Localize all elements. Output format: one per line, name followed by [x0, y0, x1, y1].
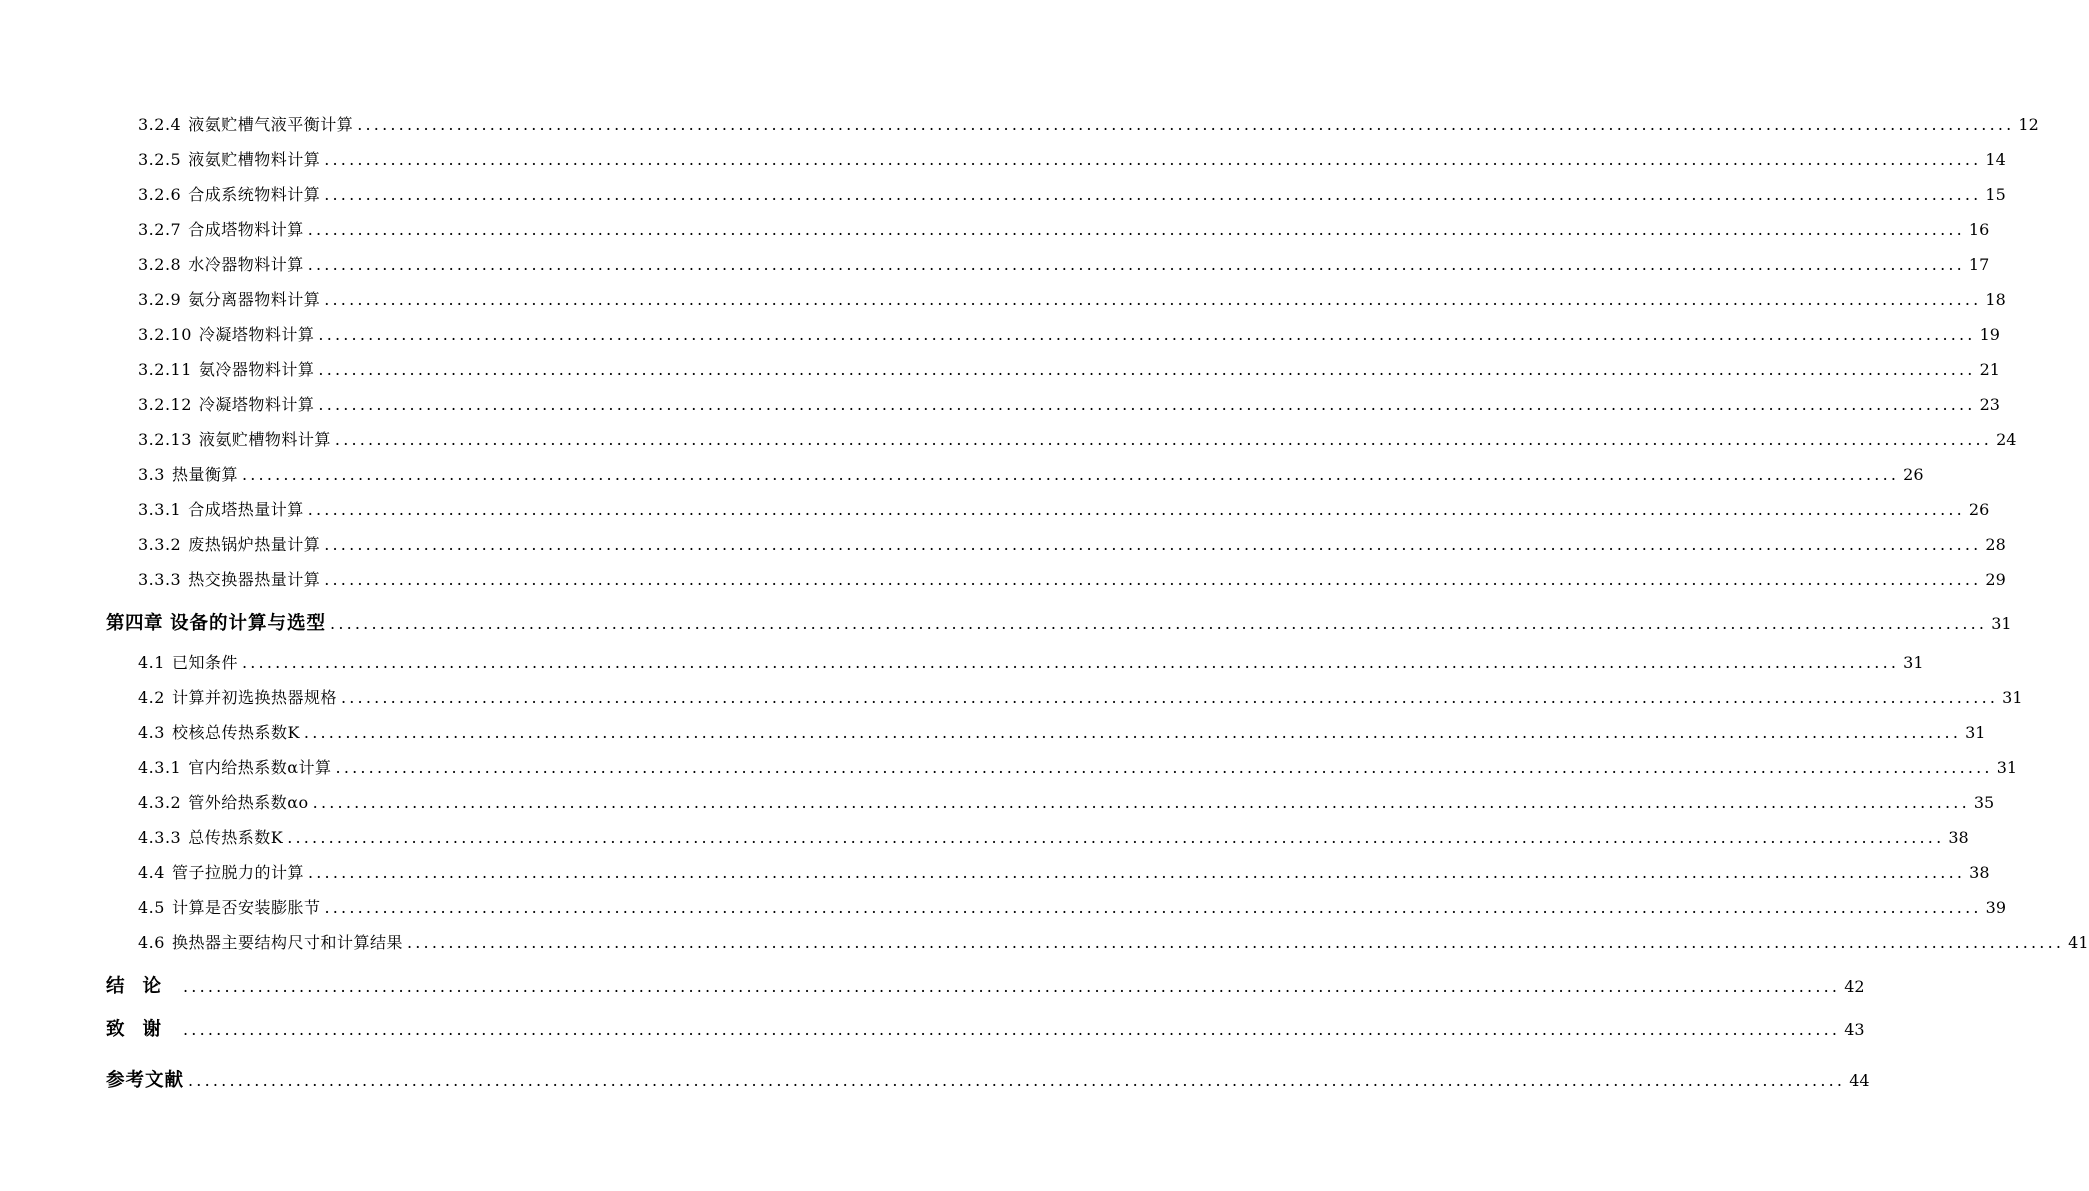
- toc-entry[interactable]: [138, 148, 2006, 172]
- toc-entry-title: 设备的计算与选型: [170, 613, 327, 634]
- toc-page-number: 43: [1844, 1020, 1865, 1039]
- toc-entry[interactable]: [106, 612, 2012, 636]
- toc-entry-number: 3.2.6: [138, 185, 182, 204]
- toc-entry[interactable]: [138, 218, 1990, 242]
- toc-dot-leader: ........................................................................................................................................................................................................: [324, 535, 1982, 554]
- toc-entry-title: 氨冷器物料计算: [198, 360, 315, 379]
- toc-dot-leader: ........................................................................................................................................................................................................: [318, 360, 1976, 379]
- toc-entry-number: 4.2: [138, 688, 165, 707]
- toc-entry[interactable]: [138, 861, 1990, 885]
- toc-entry-number: 第四章: [106, 613, 164, 634]
- toc-entry-number: 3.2.4: [138, 115, 182, 134]
- toc-entry-number: 4.3.1: [138, 758, 182, 777]
- toc-entry-title: 液氨贮槽气液平衡计算: [188, 115, 354, 134]
- toc-entry[interactable]: [138, 498, 1990, 522]
- toc-entry-number: 4.3.2: [138, 793, 182, 812]
- toc-entry-title: 冷凝塔物料计算: [198, 325, 315, 344]
- toc-page-number: 24: [1996, 430, 2017, 449]
- toc-entry[interactable]: [138, 568, 2006, 592]
- toc-entry[interactable]: [106, 975, 1865, 999]
- toc-page-number: 31: [1991, 614, 2012, 633]
- toc-entry-number: 3.2.7: [138, 220, 182, 239]
- toc-entry-title: 热交换器热量计算: [188, 570, 321, 589]
- toc-dot-leader: ........................................................................................................................................................................................................: [324, 150, 1982, 169]
- toc-entry-title: 合成系统物料计算: [188, 185, 321, 204]
- toc-entry-title: 废热锅炉热量计算: [188, 535, 321, 554]
- toc-page-number: 29: [1985, 570, 2006, 589]
- toc-entry[interactable]: [138, 253, 1990, 277]
- toc-dot-leader: ........................................................................................................................................................................................................: [287, 828, 1945, 847]
- toc-dot-leader: ........................................................................................................................................................................................................: [318, 395, 1976, 414]
- toc-entry-number: 3.2.9: [138, 290, 182, 309]
- toc-page-number: 42: [1844, 977, 1865, 996]
- toc-dot-leader: ........................................................................................................................................................................................................: [307, 220, 1965, 239]
- toc-page-number: 17: [1968, 255, 1990, 274]
- toc-entry[interactable]: [138, 931, 2089, 955]
- toc-page-number: 31: [1996, 758, 2018, 777]
- toc-entry[interactable]: [138, 651, 1924, 675]
- toc-entry-number: 4.1: [138, 653, 165, 672]
- toc-entry-title: 计算并初选换热器规格: [171, 688, 337, 707]
- toc-entry[interactable]: [138, 428, 2017, 452]
- toc-entry[interactable]: [138, 393, 2000, 417]
- toc-dot-leader: ........................................................................................................................................................................................................: [183, 977, 1841, 996]
- toc-dot-leader: ........................................................................................................................................................................................................: [312, 793, 1970, 812]
- toc-dot-leader: ........................................................................................................................................................................................................: [357, 115, 2015, 134]
- toc-dot-leader: ........................................................................................................................................................................................................: [340, 688, 1999, 707]
- toc-entry-number: 3.3.1: [138, 500, 182, 519]
- toc-entry[interactable]: [138, 463, 1924, 487]
- toc-dot-leader: ........................................................................................................................................................................................................: [324, 570, 1982, 589]
- toc-entry-title: 参考文献: [106, 1070, 185, 1091]
- toc-entry-title: 换热器主要结构尺寸和计算结果: [171, 933, 403, 952]
- toc-entry-number: 3.3.2: [138, 535, 182, 554]
- toc-entry-number: 3.2.10: [138, 325, 192, 344]
- toc-dot-leader: ........................................................................................................................................................................................................: [307, 255, 1965, 274]
- toc-page-number: 18: [1985, 290, 2006, 309]
- toc-page-number: 35: [1973, 793, 1995, 812]
- toc-page-number: 26: [1968, 500, 1990, 519]
- toc-entry[interactable]: [106, 1069, 1870, 1093]
- toc-dot-leader: ........................................................................................................................................................................................................: [241, 465, 1900, 484]
- toc-entry-title: 管子拉脱力的计算: [171, 863, 304, 882]
- toc-dot-leader: ........................................................................................................................................................................................................: [303, 723, 1962, 742]
- toc-entry-title: 校核总传热系数K: [171, 723, 300, 742]
- toc-entry-title: 液氨贮槽物料计算: [188, 150, 321, 169]
- toc-dot-leader: ........................................................................................................................................................................................................: [330, 614, 1988, 633]
- toc-dot-leader: ........................................................................................................................................................................................................: [307, 863, 1966, 882]
- toc-page-number: 31: [2002, 688, 2023, 707]
- toc-dot-leader: ........................................................................................................................................................................................................: [324, 290, 1982, 309]
- toc-dot-leader: ........................................................................................................................................................................................................: [406, 933, 2065, 952]
- toc-entry-title: 液氨贮槽物料计算: [198, 430, 331, 449]
- toc-entry-title: 官内给热系数α计算: [188, 758, 332, 777]
- toc-page-number: 38: [1948, 828, 1969, 847]
- toc-entry-number: 3.3: [138, 465, 165, 484]
- toc-page-number: 23: [1979, 395, 2000, 414]
- toc-entry-title: 已知条件: [171, 653, 238, 672]
- toc-dot-leader: ........................................................................................................................................................................................................: [324, 185, 1982, 204]
- toc-page-number: 16: [1968, 220, 1990, 239]
- toc-page-number: 44: [1849, 1071, 1870, 1090]
- toc-entry[interactable]: [138, 791, 1995, 815]
- toc-dot-leader: ........................................................................................................................................................................................................: [183, 1020, 1841, 1039]
- toc-entry-title: 结论: [106, 976, 180, 997]
- toc-page-number: 28: [1985, 535, 2006, 554]
- toc-dot-leader: ........................................................................................................................................................................................................: [241, 653, 1900, 672]
- toc-dot-leader: ........................................................................................................................................................................................................: [324, 898, 1982, 917]
- toc-entry[interactable]: [138, 826, 1969, 850]
- toc-entry-title: 总传热系数K: [188, 828, 284, 847]
- toc-entry[interactable]: [138, 288, 2006, 312]
- toc-entry-number: 3.2.12: [138, 395, 192, 414]
- toc-entry-title: 合成塔热量计算: [188, 500, 304, 519]
- toc-entry[interactable]: [138, 183, 2006, 207]
- toc-entry[interactable]: [138, 323, 2000, 347]
- toc-entry[interactable]: [138, 721, 1986, 745]
- toc-entry-title: 冷凝塔物料计算: [198, 395, 315, 414]
- toc-entry-title: 氨分离器物料计算: [188, 290, 321, 309]
- toc-entry[interactable]: [138, 756, 2018, 780]
- toc-entry[interactable]: [138, 533, 2006, 557]
- toc-page-number: 12: [2018, 115, 2039, 134]
- toc-page-number: 31: [1965, 723, 1986, 742]
- toc-entry-number: 3.3.3: [138, 570, 182, 589]
- toc-dot-leader: ........................................................................................................................................................................................................: [335, 758, 1993, 777]
- toc-entry[interactable]: [138, 896, 2007, 920]
- toc-entry-number: 3.2.11: [138, 360, 192, 379]
- toc-entry-number: 4.3: [138, 723, 165, 742]
- toc-entry-number: 4.3.3: [138, 828, 182, 847]
- toc-entry-title: 合成塔物料计算: [188, 220, 304, 239]
- toc-page-number: 21: [1979, 360, 2000, 379]
- toc-dot-leader: ........................................................................................................................................................................................................: [318, 325, 1976, 344]
- toc-entry-number: 4.6: [138, 933, 165, 952]
- toc-page-number: 39: [1985, 898, 2007, 917]
- toc-entry-number: 4.5: [138, 898, 165, 917]
- toc-entry-title: 计算是否安装膨胀节: [171, 898, 321, 917]
- toc-page-number: 26: [1903, 465, 1924, 484]
- toc-entry[interactable]: [138, 686, 2023, 710]
- toc-entry-number: 3.2.5: [138, 150, 182, 169]
- toc-dot-leader: ........................................................................................................................................................................................................: [307, 500, 1965, 519]
- toc-entry-title: 管外给热系数αo: [188, 793, 309, 812]
- toc-page-number: 38: [1969, 863, 1990, 882]
- toc-entry[interactable]: [138, 113, 2039, 137]
- toc-entry-title: 热量衡算: [171, 465, 238, 484]
- toc-entry[interactable]: [106, 1018, 1865, 1042]
- toc-entry-number: 4.4: [138, 863, 165, 882]
- toc-entry[interactable]: [138, 358, 2000, 382]
- toc-dot-leader: ........................................................................................................................................................................................................: [188, 1071, 1846, 1090]
- toc-page-number: 41: [2068, 933, 2089, 952]
- toc-page-number: 31: [1903, 653, 1924, 672]
- toc-page-number: 14: [1985, 150, 2006, 169]
- toc-entry-number: 3.2.8: [138, 255, 182, 274]
- toc-page-number: 15: [1985, 185, 2006, 204]
- toc-entry-title: 水冷器物料计算: [188, 255, 304, 274]
- toc-entry-number: 3.2.13: [138, 430, 192, 449]
- toc-page-number: 19: [1979, 325, 2000, 344]
- toc-entry-title: 致谢: [106, 1019, 180, 1040]
- toc-dot-leader: ........................................................................................................................................................................................................: [334, 430, 1993, 449]
